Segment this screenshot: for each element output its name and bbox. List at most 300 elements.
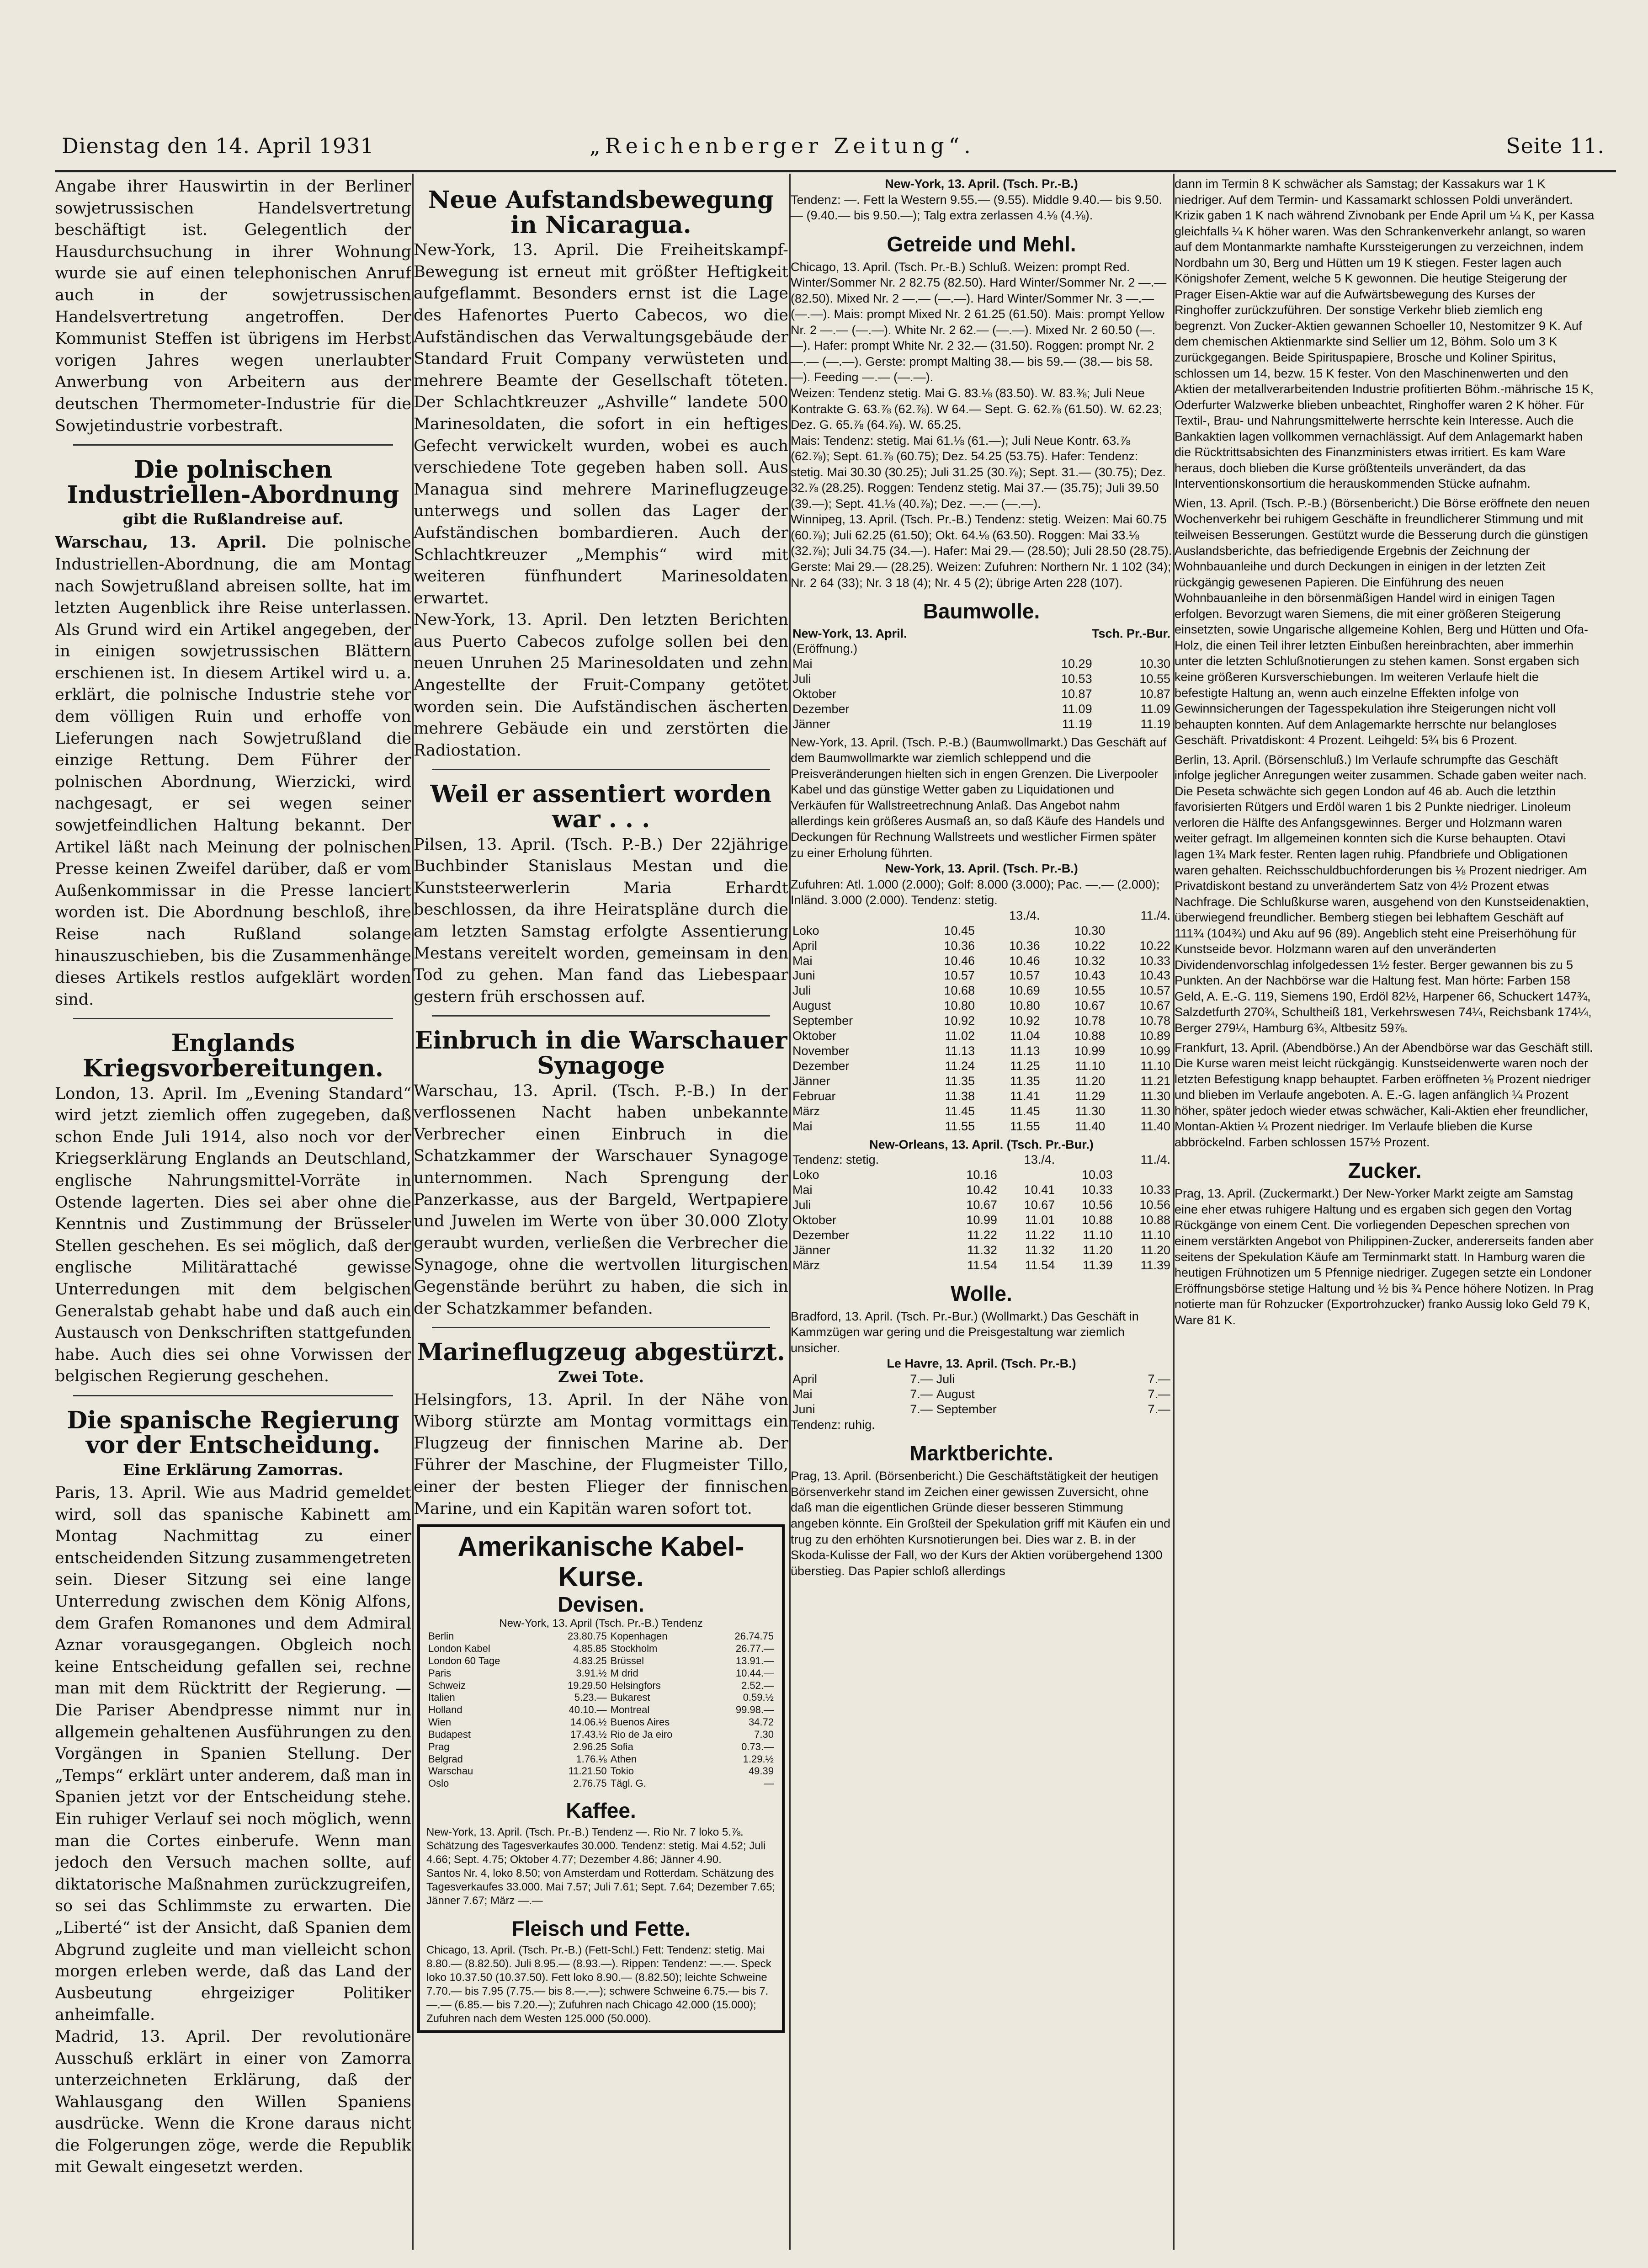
table-cell: Dezember (792, 702, 850, 716)
table-row (791, 1228, 1172, 1243)
table-cell: 10.78 (1139, 1014, 1170, 1028)
table-cell: Mai (792, 953, 813, 968)
table-cell: 10.80 (944, 999, 975, 1013)
table-row (791, 1243, 1172, 1258)
table-cell: 10.87 (1061, 687, 1092, 701)
table-cell: Oktober (792, 1029, 837, 1043)
table-row (426, 1765, 776, 1778)
table-cell: 11.38 (945, 1089, 975, 1103)
table-cell: 13.91.— (735, 1655, 774, 1666)
table-cell: März (792, 1258, 820, 1272)
table-cell (977, 923, 1042, 938)
table-cell: 11.10 (1083, 1228, 1113, 1242)
table-cell: 11.40 (1140, 1119, 1170, 1133)
article-divider (73, 1018, 393, 1019)
article-title: Marineflugzeug abgestürzt. (417, 1338, 785, 1367)
market-text: Tendenz: —. Fett la Western 9.55.— (9.55). Middle 9.40.— bis 9.50.— (9.40.— bis 9.50.—); Talg extra zerlassen 4.⅛ (4.⅛). (791, 192, 1162, 223)
table-cell: März (792, 1104, 820, 1118)
table-row (791, 671, 1172, 687)
table-row (791, 687, 1172, 702)
table-cell: 11.35 (1010, 1074, 1040, 1088)
table-cell: 49.39 (748, 1765, 774, 1777)
table-cell: 10.36 (944, 938, 975, 953)
table-cell: 11.45 (1010, 1104, 1040, 1118)
table-cell: Mai (792, 1183, 813, 1197)
table-cell: 40.10.— (569, 1704, 607, 1716)
article-text: Helsingfors, 13. April. In der Nähe von Wiborg stürzte am Montag vormittags ein Flugzeug der finnischen Marine ab. Der Führer der Maschine, der Flugmeister Tillo, einer der besten Flieger der finnischen Marine, und ein Kapitän waren sofort tot. (414, 1390, 788, 1518)
table-cell: Juli (792, 984, 811, 998)
table-cell: 10.36 (1009, 938, 1040, 953)
table-cell: 26.74.75 (734, 1630, 774, 1642)
kaffee-text: New-York, 13. April. (Tsch. Pr.-B.) Tendenz —. Rio Nr. 7 loko 5.⅞. Schätzung des Tagesverkaufes 30.000. Tendenz: stetig. Mai 4.52; Juli 4.66; Sept. 4.75; Oktober 4.77; Dezember 4.86; Jänner 4.90. (426, 1826, 766, 1866)
table-cell: Sofia (610, 1741, 633, 1752)
dateline: Warschau, 13. April. (55, 533, 267, 552)
table-cell: M drid (610, 1667, 638, 1679)
article-divider (73, 1395, 393, 1396)
table-row (791, 1043, 1172, 1059)
table-cell: Loko (792, 923, 819, 937)
table-cell: 5.23.— (574, 1692, 607, 1704)
table-cell: London Kabel (428, 1643, 490, 1655)
table-cell: 7.— (1148, 1402, 1170, 1416)
table-cell: Helsingfors (610, 1679, 661, 1691)
table-cell: 10.53 (1061, 671, 1092, 686)
table-cell: 10.56 (1082, 1198, 1113, 1212)
table-cell: 17.43.½ (570, 1728, 607, 1740)
table-cell: 10.16 (966, 1168, 997, 1182)
article-text: New-York, 13. April. Die Freiheitskampf-Bewegung ist erneut mit größter Heftigkeit aufgeflammt. Besonders ernst ist die Lage des Hafenortes Puerto Cabecos, wo die Aufständischen das Verwaltungsgebäude der Standard Fruit Company verwüsteten und mehrere Beamte der Gesellschaft töteten. Der Schlachtkreuzer „Ashville“ landete 500 Marinesoldaten, die sofort in ein heftiges Gefecht verwickelt wurden, wobei es auch verschiedene Tote gegeben haben soll. Aus Managua sind mehrere Marineflugzeuge unterwegs und sollen das Lager der Aufständischen bombardieren. Auch der Schlachtkreuzer „Memphis“ wird mit weiteren fünfhundert Marinesoldaten erwartet. (414, 241, 788, 607)
table-cell: Prag (428, 1741, 450, 1752)
table-cell: 11.09 (1062, 702, 1092, 716)
article-text: London, 13. April. Im „Evening Standard“ wird jetzt ziemlich offen zugegeben, daß schon Ende Juli 1914, also noch vor der Kriegserklärung Englands an Deutschland, englische Nahrungsmittel-Vorräte in Ostende lagerten. Dies sei aber ohne die Kenntnis und Zustimmung der Brüsseler Stellen geschehen. Es sei möglich, daß der englische Militärattaché gewisse Unterredungen mit dem belgischen Generalstab gehabt habe und daß auch ein Austausch von Denkschriften stattgefunden habe. Auch dies sei ohne Vorwissen der belgischen Regierung geschehen. (55, 1084, 411, 1386)
market-text: Zufuhren: Atl. 1.000 (2.000); Golf: 8.000 (3.000); Pac. —.— (2.000); Inländ. 3.000 (2.000). Tendenz: stetig. (791, 877, 1160, 907)
table-row (791, 1213, 1172, 1228)
devisen-head: New-York, 13. April (Tsch. Pr.-B.) Tendenz (499, 1617, 703, 1630)
table-cell: Warschau (428, 1765, 473, 1777)
table-cell: Buenos Aires (610, 1716, 670, 1728)
cotton-table-3 (791, 1152, 1172, 1273)
table-cell: 10.88 (1139, 1213, 1170, 1227)
table-cell: 11.24 (945, 1059, 975, 1073)
article-subtitle: gibt die Rußlandreise auf. (122, 510, 344, 528)
table-cell: 11.01 (1025, 1213, 1055, 1227)
table-cell: 11.04 (1010, 1029, 1040, 1043)
table-cell: 11.02 (945, 1029, 975, 1043)
market-head: Le Havre, 13. April. (Tsch. Pr.-B.) (887, 1357, 1076, 1371)
table-cell: Berlin (428, 1630, 454, 1642)
table-cell: London 60 Tage (428, 1655, 500, 1666)
table-row (791, 1089, 1172, 1104)
table-cell: 10.30 (1139, 657, 1170, 671)
table-cell: 0.59.½ (743, 1692, 774, 1704)
table-cell: 10.43 (1074, 969, 1106, 983)
table-cell: April (792, 938, 818, 953)
table-cell: 10.92 (1009, 1014, 1040, 1028)
article-title: Englands Kriegsvorbereitungen. (82, 1029, 384, 1082)
table-cell: 7.— (910, 1402, 933, 1416)
table-cell: Italien (428, 1692, 455, 1704)
table-row (791, 983, 1172, 998)
table-cell: August (792, 999, 831, 1013)
column-3 (791, 176, 1172, 2241)
table-head: Tsch. Pr.-Bur. (1091, 627, 1170, 641)
table-cell: 11.32 (967, 1243, 997, 1257)
article-text: Die polnische Industriellen-Abordnung, die am Montag nach Sowjetrußland abreisen sollte, hat im letzten Augenblick ihre Reise unterlassen. Als Grund wird ein Artikel angegeben, der in einigen sowjetrussischen Blättern erschienen ist. In diesem Artikel wird u. a. erklärt, die polnische Industrie stehe vor dem völligen Ruin und erhoffe von Lieferungen nach Sowjetrußland die einzige Rettung. Dem Führer der polnischen Abordnung, Wierzicki, wird nachgesagt, er sei wegen seiner sowjetfeindlichen Haltung bekannt. Der Artikel läßt nach Meinung der polnischen Presse keinen Zweifel darüber, daß er vom Außenkommissar in die Presse lanciert worden ist. Die Abordnung beschloß, ihre Reise nach Rußland solange hinauszuschieben, bis die Zusammenhänge dieses Artikels restlos aufgeklärt worden sind. (55, 533, 411, 1009)
table-row (791, 1167, 1172, 1182)
table-cell: 10.99 (1074, 1044, 1106, 1058)
column-4 (1175, 176, 1595, 2241)
table-row (426, 1741, 776, 1753)
market-text: Tendenz: ruhig. (791, 1417, 875, 1432)
section-title: Baumwolle. (923, 599, 1040, 623)
table-cell: Jänner (792, 717, 830, 731)
table-cell: 10.30 (1074, 923, 1106, 937)
table-cell: 11.21.50 (568, 1765, 607, 1777)
table-cell: 11.55 (945, 1119, 975, 1133)
market-text: Chicago, 13. April. (Tsch. Pr.-B.) Schluß. Weizen: prompt Red. Winter/Sommer Nr. 2 82.75 (82.50). Hard Winter/Sommer Nr. 2 —.— (82.50). Mixed Nr. 2 —.— (—.—). Hard Winter/Sommer Nr. 3 —.— (—.—). Mais: prompt Mixed Nr. 2 61.25 (61.50). Mais: prompt Yellow Nr. 2 —.— (—.—). White Nr. 2 62.— (—.—). Mixed Nr. 2 60.50 (—.—). Hafer: prompt White Nr. 2 32.— (31.50). Roggen: prompt Nr. 2 —.— (—.—). Gerste: prompt Malting 38.— bis 59.— (38.— bis 58.—). Feeding —.— (—.—). (791, 260, 1167, 384)
table-head: 11./4. (1140, 1153, 1170, 1167)
market-text: dann im Termin 8 K schwächer als Samstag; der Kassakurs war 1 K niedriger. Auf dem Termin- und Kassamarkt schlossen Poldi unverändert. Kriziк gaben 1 K nach während Zivnobank per Ende April um ¼ K, per Kassa gleichfalls ¼ K höher waren. Was den Schrankenverkehr anlangt, so waren auf dem Montanmarkte namhafte Kurssteigerungen zu verzeichnen, indem Nordbahn um 30, Berg und Hütten um 19 K stiegen. Fester lagen auch Königshofer Zement, welche 5 K gewonnen. Die heutige Steigerung der Prager Eisen-Aktie war auf die Aufwärtsbewegung des Kurses der Ringhoffer zurückzuführen. Der sonstige Verkehr blieb ziemlich eng begrenzt. Von Zucker-Aktien gewannen Schoeller 10, Nestomitzer 9 K. Auf dem chemischen Aktienmarkte sind Sellier um 12, Böhm. Solo um 3 K zurückgegangen. Beide Spirituspapiere, Brosche und Koliner Spiritus, schlossen um 14, bezw. 15 K fester. Von den Maschinenwerten und den Aktien der metallverarbeitenden Industrie profitierten Böhm.-mährische 15 K, Oderfurter Walzwerke blieben unbeachtet, Ringhoffer waren 2 K höher. Für Textil-, Brau- und Nahrungsmittelwerte herrschte kein Interesse. Auch die Bankaktien lagen vollkommen vernachlässigt. Auf dem Anlagemarkt haben die Rücktrittsabsichten des Finanzministers etwas irritiert. Es kam Ware heraus, doch blieben die Kurse größtenteils unverändert, da das Interventionskonsortium die herauskommenden Stücke aufnahm. (1175, 177, 1595, 491)
table-cell: 11.20 (1075, 1074, 1106, 1088)
table-cell: 11.32 (1025, 1243, 1055, 1257)
table-row (426, 1704, 776, 1716)
section-title: Getreide und Mehl. (887, 232, 1076, 256)
table-cell: 10.88 (1074, 1029, 1106, 1043)
table-cell: 11.13 (1010, 1044, 1040, 1058)
table-cell: 11.20 (1083, 1243, 1113, 1257)
table-cell: 11.22 (967, 1228, 997, 1242)
table-cell: Loko (792, 1168, 819, 1182)
table-cell: Holland (428, 1704, 463, 1716)
table-cell: 10.29 (1061, 657, 1092, 671)
table-cell: 10.42 (966, 1183, 997, 1197)
table-cell: Dezember (792, 1228, 850, 1242)
table-cell: 10.57 (1009, 969, 1040, 983)
table-cell: 4.83.25 (573, 1655, 607, 1666)
market-head: New-York, 13. April. (Tsch. Pr.-B.) (885, 177, 1078, 191)
article-divider (432, 1327, 770, 1328)
table-cell: 10.22 (1074, 938, 1106, 953)
table-cell: 2.52.— (741, 1679, 774, 1691)
table-cell: 11.55 (1010, 1119, 1040, 1133)
article-title: Weil er assentiert worden war . . . (430, 780, 772, 834)
table-cell: 19.29.50 (568, 1679, 607, 1691)
table-cell: Paris (428, 1667, 452, 1679)
table-cell: 7.30 (754, 1728, 774, 1740)
table-row (791, 702, 1172, 717)
table-cell: 2.96.25 (573, 1741, 607, 1752)
table-row (426, 1630, 776, 1643)
kaffee-text: Santos Nr. 4, loko 8.50; von Amsterdam und Rotterdam. Schätzung des Tagesverkaufes 33.000. Mai 7.57; Juli 7.61; Sept. 7.64; Dezember 7.65; Jänner 7.67; März —.— (426, 1867, 776, 1907)
table-row (791, 1258, 1172, 1273)
table-row (426, 1655, 776, 1667)
table-cell: Montreal (610, 1704, 650, 1716)
table-cell: Rio de Ja eiro (610, 1728, 673, 1740)
table-cell: 11.10 (1140, 1059, 1170, 1073)
article-subtitle: Eine Erklärung Zamorras. (122, 1461, 344, 1479)
table-cell: 14.06.½ (570, 1716, 607, 1728)
table-row (791, 923, 1172, 938)
table-cell: 7.— (1148, 1387, 1170, 1401)
market-text: Prag, 13. April. (Börsenbericht.) Die Geschäftstätigkeit der heutigen Börsenverkehr stand im Zeichen einer gewissen Zuversicht, ohne daß man die eigentlichen Gründe dieser besseren Stimmung angeben könnte. Ein Großteil der Spekulation griff mit Käufen ein und trug zu den erhöhten Kursnotierungen bei. Dies war z. B. in der Skoda-Kulisse der Fall, wo der Kurs der Aktien vorübergehend 1300 überstieg. Das Papier schloß allerdings (791, 1469, 1171, 1578)
table-row (426, 1643, 776, 1655)
table-cell: 10.87 (1139, 687, 1170, 701)
table-cell: Jänner (792, 1074, 830, 1088)
table-row (791, 998, 1172, 1013)
table-head: 13./4. (1009, 908, 1040, 922)
kaffee-heading: Kaffee. (566, 1799, 636, 1823)
table-cell: 11.21 (1140, 1074, 1170, 1088)
table-cell: 10.44.— (735, 1667, 774, 1679)
table-cell: 10.55 (1139, 671, 1170, 686)
table-cell: — (764, 1778, 774, 1789)
table-subhead: (Eröffnung.) (792, 642, 858, 656)
table-cell: 11.30 (1075, 1104, 1106, 1118)
article-title: Die spanische Regierung vor der Entscheidung. (67, 1406, 399, 1459)
table-cell: 10.99 (966, 1213, 997, 1227)
table-row (791, 1182, 1172, 1198)
table-cell: 11.29 (1075, 1089, 1106, 1103)
table-cell: 10.33 (1139, 953, 1170, 968)
article-title: Einbruch in die Warschauer Synagoge (415, 1027, 787, 1080)
table-cell: Bukarest (610, 1692, 650, 1704)
table-cell: 2.76.75 (573, 1778, 607, 1789)
table-cell: 11.20 (1140, 1243, 1170, 1257)
article-divider (432, 769, 770, 770)
table-cell: 11.09 (1140, 702, 1170, 716)
market-head: New-Orleans, 13. April. (Tsch. Pr.-Bur.) (869, 1137, 1094, 1151)
table-cell: 10.67 (966, 1198, 997, 1212)
table-cell: Jänner (792, 1243, 830, 1257)
table-cell: 11.10 (1140, 1228, 1170, 1242)
header-rule (55, 170, 1616, 172)
table-cell: 11.35 (945, 1074, 975, 1088)
market-text: Bradford, 13. April. (Tsch. Pr.-Bur.) (Wollmarkt.) Das Geschäft in Kammzügen war gering und die Preisgestaltung war ziemlich unsicher. (791, 1309, 1139, 1355)
section-title: Marktberichte. (909, 1441, 1053, 1465)
table-cell: 11.10 (1075, 1059, 1106, 1073)
table-cell: 10.32 (1074, 953, 1106, 968)
table-cell: 10.67 (1139, 999, 1170, 1013)
table-cell: 10.57 (944, 969, 975, 983)
table-cell (1107, 923, 1172, 938)
table-cell: Oktober (792, 1213, 837, 1227)
table-row (426, 1680, 776, 1692)
header-date: Dienstag den 14. April 1931 (62, 133, 374, 158)
devisen-table (426, 1630, 776, 1790)
market-text: Winnipeg, 13. April. (Tsch. Pr.-B.) Tendenz: stetig. Weizen: Mai 60.75 (60.⅞); Juli 62.25 (61.50); Okt. 64.⅛ (63.50). Roggen: Mai 33.⅛ (32.⅞); Juli 34.75 (34.—). Hafer: Mai 29.— (28.50); Juli 28.50 (28.75). Gerste: Mai 29.— (28.25). Weizen: Zufuhren: Northern Nr. 1 102 (34); Nr. 2 64 (33); Nr. 3 18 (4); Nr. 4 5 (2); übrige Arten 228 (107). (791, 512, 1172, 590)
table-cell: 10.33 (1082, 1183, 1113, 1197)
table-row (791, 1074, 1172, 1089)
table-cell: Oslo (428, 1778, 449, 1789)
box-title: Amerikanische Kabel-Kurse. (457, 1531, 744, 1592)
table-cell: 11.54 (1025, 1258, 1055, 1272)
table-row (791, 1198, 1172, 1213)
table-row (791, 1372, 1172, 1387)
article-text: Madrid, 13. April. Der revolutionäre Ausschuß erklärt in einer von Zamorra unterzeichneten Erklärung, daß der Wahlausgang den Willen Spaniens ausdrücke. Wenn die Krone daraus nicht die Folgerungen zöge, werde die Republik mit Gewalt eingesetzt werden. (55, 2027, 411, 2177)
article-title: Neue Aufstandsbewegung in Nicaragua. (428, 186, 774, 239)
table-cell: Mai (792, 1387, 813, 1401)
table-head: Tendenz: stetig. (792, 1153, 879, 1167)
table-cell: 11.41 (1010, 1089, 1040, 1103)
table-cell: Juni (792, 1402, 815, 1416)
table-cell: 11.39 (1083, 1258, 1113, 1272)
table-cell: 10.80 (1009, 999, 1040, 1013)
market-text: New-York, 13. April. (Tsch. P.-B.) (Baumwollmarkt.) Das Geschäft auf dem Baumwollmarkte war ziemlich schleppend und die Preisveränderungen hielten sich in engen Grenzen. Die Liverpooler Kabel und das günstige Wetter gaben zu Liquidationen und Verkäufen für Wallstreetrechnung Anlaß. Das Angebot nahm allerdings kein größeres Ausmaß an, so daß Käufe des Handels und Deckungen für Rechnung Wallstreets und westlicher Firmen später zu einer Erholung führten. (791, 735, 1167, 860)
market-text: Weizen: Tendenz stetig. Mai G. 83.⅛ (83.50). W. 83.⅜; Juli Neue Kontrakte G. 63.⅞ (62.⅞). W 64.— Sept. G. 62.⅞ (61.50). W. 62.23; Dez. G. 65.⅞ (64.⅞). W. 65.25. (791, 386, 1163, 432)
table-cell: 10.88 (1082, 1213, 1113, 1227)
table-cell: 10.57 (1139, 984, 1170, 998)
table-cell: Athen (610, 1753, 637, 1765)
fleisch-text: Chicago, 13. April. (Tsch. Pr.-B.) (Fett-Schl.) Fett: Tendenz: stetig. Mai 8.80.— (8.82.50). Juli 8.95.— (8.93.—). Rippen: Tendenz: —.—. Speck loko 10.37.50 (10.37.50). Fett loko 8.90.— (8.82.50); leichte Schweine 7.70.— bis 7.95 (7.75.— bis 8.—.—); schwere Schweine 6.75.— bis 7.—.— (6.85.— bis 7.20.—); Zufuhren nach Chicago 42.000 (15.000); Zufuhren nach dem Westen 125.000 (50.000). (426, 1944, 771, 2025)
cotton-table-1 (791, 626, 1172, 732)
table-cell: 23.80.75 (568, 1630, 607, 1642)
table-cell: 1.29.½ (743, 1753, 774, 1765)
table-cell: Wien (428, 1716, 452, 1728)
table-row (791, 953, 1172, 969)
table-cell: 10.46 (944, 953, 975, 968)
header-page-number: Seite 11. (1506, 133, 1605, 158)
market-text: Berlin, 13. April. (Börsenschluß.) Im Verlaufe schrumpfte das Geschäft infolge jeglicher Anregungen weiter zusammen. Schade gaben weiter nach. Die Peseta schwächte sich gegen London auf 46 ab. Auch die letzthin favorisierten Rütgers und Erdöl waren 1 bis 2 Punkte niedriger. Linoleum verloren die Hälfte des Anfangsgewinnes. Berger und Holzmann waren weiter gefragt. Im allgemeinen konnten sich die Kurse behaupten. Otavi lagen 1¾ Mark fester. Renten lagen ruhig. Pfandbriefe und Obligationen waren gehalten. Reichsschuldbuchforderungen bis ⅛ Prozent niedriger. Am Privatdiskont bestand zu unverändertem Satz von 4½ Prozent etwas Nachfrage. Die Schlußkurse waren, ausgehend von den Kunstseidenaktien, überwiegend freundlicher. Bemberg stiegen bei lebhaftem Geschäft auf 111¾ (104¾) und Aku auf 96 (89). Angeblich steht eine Preiserhöhung für Kunstseide bevor. Holzmann waren auf den unveränderten Dividendenvorschlag infolgedessen 1½ fester. Berger gewannen bis zu 5 Punkten. An der Nachbörse war die Haltung fest. Man hörte: Farben 158 Geld, A. E.-G. 119, Siemens 190, Erdöl 82½, Harpener 66, Schuckert 147¾, Salzdetfurth 270¾, Schultheiß 181, Verkehrswesen 74¼, Reichsbank 174¼, Berger 279¼, Hamburg 6¾, Altbesitz 59⅞. (1175, 752, 1592, 1035)
table-cell: 10.03 (1082, 1168, 1113, 1182)
article-text: Warschau, 13. April. (Tsch. P.-B.) In der verflossenen Nacht haben unbekannte Verbrecher einen Einbruch in die Schatzkammer der Warschauer Synagoge unternommen. Nach Sprengung der Panzerkasse, aus der Bargeld, Wertpapiere und Juwelen im Werte von über 30.000 Zloty geraubt wurden, verließen die Verbrecher die Synagoge, ohne die wertvollen liturgischen Gegenstände berührt zu haben, die sich in der Schatzkammer befanden. (414, 1081, 788, 1318)
table-row (791, 656, 1172, 671)
table-row (791, 1402, 1172, 1417)
table-cell: Juli (792, 671, 811, 686)
table-cell: 10.67 (1074, 999, 1106, 1013)
table-row (426, 1716, 776, 1729)
table-cell: Brüssel (610, 1655, 644, 1666)
table-cell: 11.40 (1075, 1119, 1106, 1133)
table-cell: 10.41 (1024, 1183, 1055, 1197)
table-cell: 10.45 (944, 923, 975, 937)
table-cell: 11.22 (1025, 1228, 1055, 1242)
header-paper-name: „Reichenberger Zeitung“. (590, 133, 975, 158)
table-cell: 10.89 (1139, 1029, 1170, 1043)
table-cell: 7.— (1148, 1372, 1170, 1386)
table-cell: 11.30 (1140, 1089, 1170, 1103)
market-head: New-York, 13. April. (Tsch. Pr.-B.) (885, 862, 1078, 876)
table-row (426, 1778, 776, 1790)
article-text: Angabe ihrer Hauswirtin in der Berliner sowjetrussischen Handelsvertretung beschäftigt ist. Gelegentlich der Hausdurchsuchung in ihrer Wohnung wurde sie auf einen telephonischen Anruf auch in der sowjetrussischen Handelsvertretung angetroffen. Der Kommunist Steffen ist übrigens im Herbst vorigen Jahres wegen unerlaubter Anwerbung von Arbeitern aus der deutschen Thermometer-Industrie für die Sowjetindustrie vorbestraft. (55, 177, 411, 435)
table-row (791, 1059, 1172, 1074)
table-cell: Tägl. G. (610, 1778, 646, 1789)
article-title: Die polnischen Industriellen-Abordnung (67, 456, 399, 509)
table-cell: 10.43 (1139, 969, 1170, 983)
table-cell: 10.92 (944, 1014, 975, 1028)
article-text: Paris, 13. April. Wie aus Madrid gemeldet wird, soll das spanische Kabinett am Montag Nachmittag zu einer entscheidenden Sitzung zusammengetreten sein. Dieser Sitzung sei eine lange Unterredung zwischen dem König Alfons, dem Grafen Romanones und dem Admiral Aznar vorausgegangen. Obgleich noch keine Entscheidung gefallen sei, rechne man mit dem Rücktritt der Regierung. — Die Pariser Abendpresse nimmt nur in allgemein gehaltenen Ausführungen zu den Vorgängen in Spanien Stellung. Der „Temps“ erklärt unter anderem, daß man in Spanien jetzt vor der Entscheidung stehe. Ein ruhiger Verlauf sei noch möglich, wenn man die Cortes einberufe. Wenn man jedoch den Versuch machen sollte, auf diktatorische Maßnahmen zurückzugreifen, so sei das Schlimmste zu erwarten. Die „Liberté“ ist der Ansicht, daß Spanien dem Abgrund zugleite und man vielleicht schon morgen erleben werde, daß das Land der Ausbeutung ehrgeiziger Politiker anheimfalle. (55, 1484, 411, 2024)
devisen-heading: Devisen. (558, 1592, 644, 1617)
table-cell: Budapest (428, 1728, 471, 1740)
table-cell: 10.46 (1009, 953, 1040, 968)
table-cell: Oktober (792, 687, 837, 701)
table-cell: Juli (936, 1372, 955, 1386)
table-cell: 11.45 (945, 1104, 975, 1118)
cotton-table-2 (791, 908, 1172, 1134)
table-cell: 34.72 (748, 1716, 774, 1728)
table-cell: 10.33 (1139, 1183, 1170, 1197)
column-1 (55, 176, 411, 2241)
table-row (791, 938, 1172, 953)
article-divider (73, 444, 393, 446)
table-cell (999, 1167, 1057, 1182)
table-row (791, 968, 1172, 983)
table-cell: April (792, 1372, 818, 1386)
table-cell (1115, 1167, 1172, 1182)
table-row (426, 1753, 776, 1766)
table-cell: 10.78 (1074, 1014, 1106, 1028)
table-cell: 0.73.— (741, 1741, 774, 1752)
table-cell: 26.77.— (735, 1643, 774, 1655)
table-cell: 10.99 (1139, 1044, 1170, 1058)
table-cell: 1.76.⅛ (576, 1753, 607, 1765)
article-subtitle: Zwei Tote. (558, 1368, 644, 1386)
table-cell: Mai (792, 1119, 813, 1133)
table-cell: September (792, 1014, 853, 1028)
table-cell: 10.67 (1024, 1198, 1055, 1212)
table-cell: 11.13 (945, 1044, 975, 1058)
table-cell: 7.— (910, 1387, 933, 1401)
table-row (426, 1667, 776, 1680)
table-cell: 10.56 (1139, 1198, 1170, 1212)
table-cell: Kopenhagen (610, 1630, 668, 1642)
table-row (426, 1692, 776, 1704)
table-cell: Belgrad (428, 1753, 463, 1765)
table-cell: Dezember (792, 1059, 850, 1073)
table-cell: 10.55 (1074, 984, 1106, 998)
article-text: New-York, 13. April. Den letzten Berichten aus Puerto Cabecos zufolge sollen bei den neuen Unruhen 25 Marinesoldaten und zehn Angestellte der Fruit-Company getötet worden sein. Die Aufständischen äscherten mehrere Gebäude ein und zerstörten die Radiostation. (414, 611, 788, 760)
table-row (791, 1028, 1172, 1043)
table-cell: November (792, 1044, 850, 1058)
table-row (791, 1104, 1172, 1119)
table-cell: Juli (792, 1198, 811, 1212)
table-cell: 10.69 (1009, 984, 1040, 998)
table-cell: 3.91.½ (576, 1667, 607, 1679)
table-row (791, 1013, 1172, 1028)
market-text: Prag, 13. April. (Zuckermarkt.) Der New-Yorker Markt zeigte am Samstag eine eher etwas ruhigere Haltung und es ergaben sich gegen den Vortag Rückgänge von einem Cent. Die vorliegenden Depeschen sprechen von einem verstärkten Angebot von Philippinen-Zucker, andererseits fanden aber seitens der Spekulation Käufe am Terminmarkt statt. In Hamburg waren die heutigen Frühnotizen um 5 Pfennige niedriger. Zugegen setzte ein Londoner Eröffnungsbörse stetige Haltung und ½ bis ¾ Pence höhere Notizen. In Prag notierte man für Rohzucker (Exportrohzucker) franko Aussig loko Geld 79 K, Ware 81 K. (1175, 1187, 1594, 1327)
column-2 (414, 176, 788, 2241)
table-row (791, 717, 1172, 732)
table-head: 11./4. (1140, 908, 1170, 922)
table-head: 13./4. (1024, 1153, 1055, 1167)
table-cell: 10.22 (1139, 938, 1170, 953)
table-cell: Juni (792, 969, 815, 983)
table-cell: 4.85.85 (573, 1643, 607, 1655)
table-cell: 11.39 (1140, 1258, 1170, 1272)
table-row (791, 1387, 1172, 1402)
table-row (426, 1729, 776, 1741)
table-cell: 11.19 (1062, 717, 1092, 731)
table-cell: 99.98.— (735, 1704, 774, 1716)
table-cell: Februar (792, 1089, 836, 1103)
article-text: Pilsen, 13. April. (Tsch. P.-B.) Der 22jährige Buchbinder Stanislaus Mestan und die Kunststeerwerlerin Maria Erhardt beschlossen, da ihre Heiratspläne durch die am letzten Samstag erfolgte Assentierung Mestans vereitelt worden, gemeinsam in den Tod zu gehen. Man fand das Liebespaar gestern früh erschossen auf. (414, 835, 788, 1006)
table-cell: Stockholm (610, 1643, 658, 1655)
market-text: Frankfurt, 13. April. (Abendbörse.) An der Abendbörse war das Geschäft still. Die Kurse waren meist leicht rückgängig. Kunstseidenwerte waren noch der letzten Befestigung knapp behauptet. Farben eröffneten ⅛ Prozent niedriger und blieben im Verlaufe angeboten. A. E.-G. lagen anfänglich ¼ Prozent höher, später jedoch wieder etwas schwächer, Kali-Aktien eher freundlicher, Montan-Aktien ¼ Prozent niedriger. Im Verlaufe blieben die Kurse abbröckelnd. Farben schlossen 157½ Prozent. (1175, 1040, 1593, 1149)
table-cell: 10.68 (944, 984, 975, 998)
article-divider (432, 1015, 770, 1017)
table-cell: 11.19 (1140, 717, 1170, 731)
table-cell: 11.54 (967, 1258, 997, 1272)
table-head: New-York, 13. April. (792, 627, 907, 641)
table-cell: September (936, 1402, 997, 1416)
table-cell: Schweiz (428, 1679, 466, 1691)
table-cell: 11.30 (1140, 1104, 1170, 1118)
table-cell: 7.— (910, 1372, 933, 1386)
kabel-kurse-box (417, 1524, 785, 2033)
market-text: Mais: Tendenz: stetig. Mai 61.⅛ (61.—); Juli Neue Kontr. 63.⅞ (62.⅞); Sept. 61.⅞ (60.75); Dez. 54.25 (53.75). Hafer: Tendenz: stetig. Mai 30.30 (30.25); Juli 31.25 (30.⅞); Sept. 31.— (30.75); Dez. 32.⅞ (28.25). Roggen: Tendenz stetig. Mai 37.— (35.75); Juli 39.50 (39.—); Sept. 41.⅛ (40.⅞); Dez. —.— (—.—). (791, 433, 1166, 511)
table-cell: Tokio (610, 1765, 634, 1777)
table-cell: Mai (792, 657, 813, 671)
section-title: Zucker. (1348, 1159, 1422, 1183)
